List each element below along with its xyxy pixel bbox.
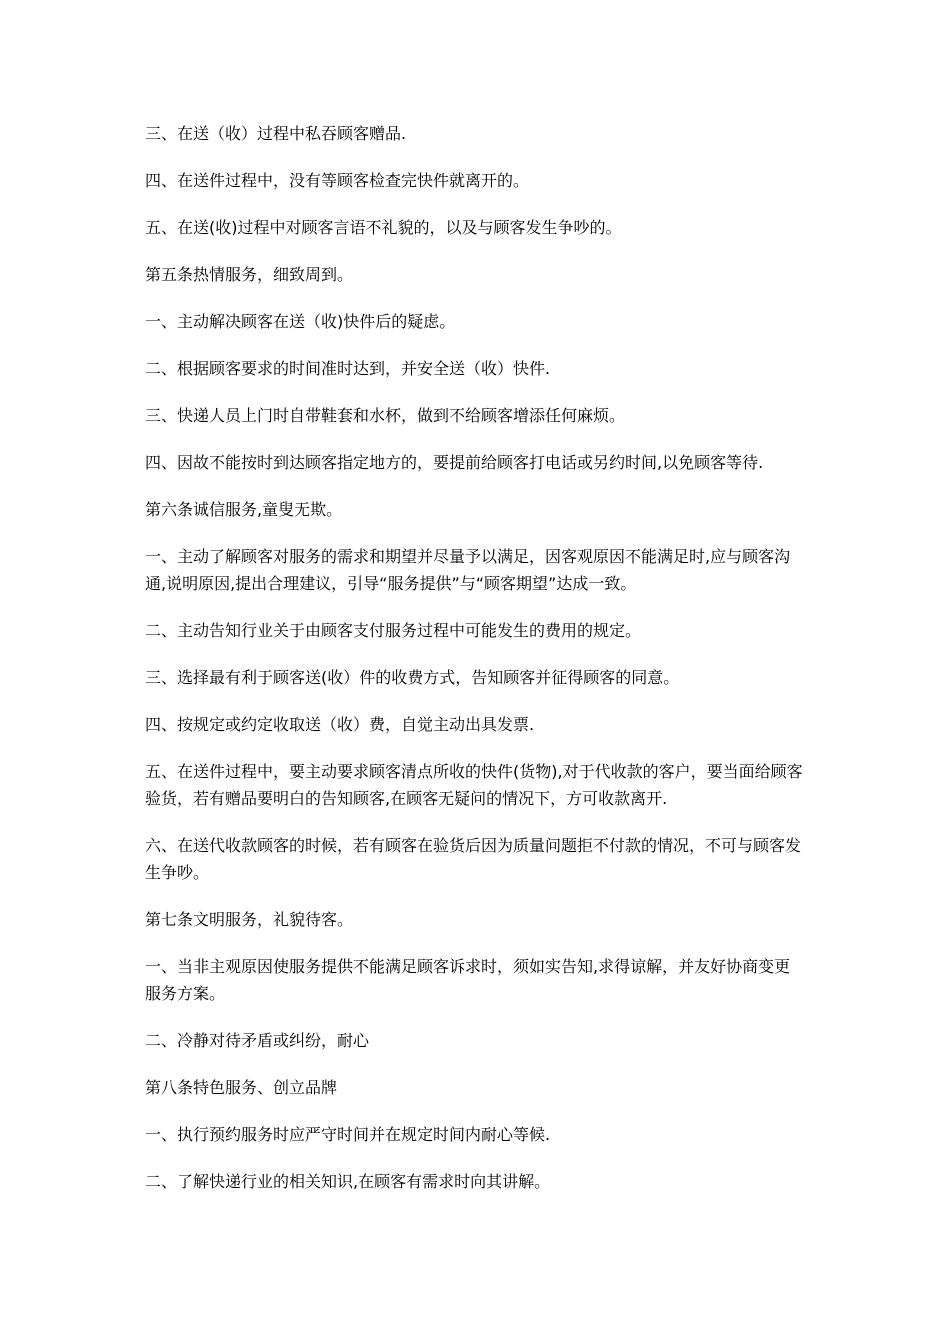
paragraph: 一、执行预约服务时应严守时间并在规定时间内耐心等候. <box>145 1125 551 1144</box>
paragraph: 四、在送件过程中，没有等顾客检查完快件就离开的。 <box>145 171 530 190</box>
paragraph: 二、冷静对待矛盾或纠纷，耐心 <box>145 1031 370 1050</box>
paragraph: 三、快递人员上门时自带鞋套和水杯，做到不给顾客增添任何麻烦。 <box>145 406 626 425</box>
paragraph: 三、在送（收）过程中私吞顾客赠品. <box>145 124 407 143</box>
section-heading: 第八条特色服务、创立品牌 <box>145 1078 338 1097</box>
paragraph: 一、主动解决顾客在送（收)快件后的疑虑。 <box>145 312 456 331</box>
paragraph: 六、在送代收款顾客的时候，若有顾客在验货后因为质量问题拒不付款的情况，不可与顾客发生争吵。 <box>145 836 802 882</box>
paragraph: 二、根据顾客要求的时间准时达到，并安全送（收）快件. <box>145 359 551 378</box>
section-heading: 第六条诚信服务,童叟无欺。 <box>145 500 343 519</box>
paragraph: 五、在送(收)过程中对顾客言语不礼貌的，以及与顾客发生争吵的。 <box>145 218 622 237</box>
paragraph: 一、主动了解顾客对服务的需求和期望并尽量予以满足，因客观原因不能满足时,应与顾客沟通,说明原因,提出合理建议，引导“服务提供”与“顾客期望”达成一致。 <box>145 547 791 593</box>
paragraph: 三、选择最有利于顾客送(收）件的收费方式，告知顾客并征得顾客的同意。 <box>145 668 680 687</box>
paragraph: 四、按规定或约定收取送（收）费，自觉主动出具发票. <box>145 715 535 734</box>
paragraph: 一、当非主观原因使服务提供不能满足顾客诉求时，须如实告知,求得谅解，并友好协商变更服务方案。 <box>145 957 791 1003</box>
section-heading: 第五条热情服务，细致周到。 <box>145 265 354 284</box>
paragraph: 二、主动告知行业关于由顾客支付服务过程中可能发生的费用的规定。 <box>145 621 642 640</box>
paragraph: 五、在送件过程中，要主动要求顾客清点所收的快件(货物),对于代收款的客户，要当面给顾客验货，若有赠品要明白的告知顾客,在顾客无疑问的情况下，方可收款离开. <box>145 762 803 808</box>
document-body <box>145 120 805 1215</box>
section-heading: 第七条文明服务，礼貌待客。 <box>145 910 354 929</box>
paragraph: 四、因故不能按时到达顾客指定地方的，要提前给顾客打电话或另约时间,以免顾客等待. <box>145 453 764 472</box>
paragraph: 二、了解快递行业的相关知识,在顾客有需求时向其讲解。 <box>145 1172 551 1191</box>
